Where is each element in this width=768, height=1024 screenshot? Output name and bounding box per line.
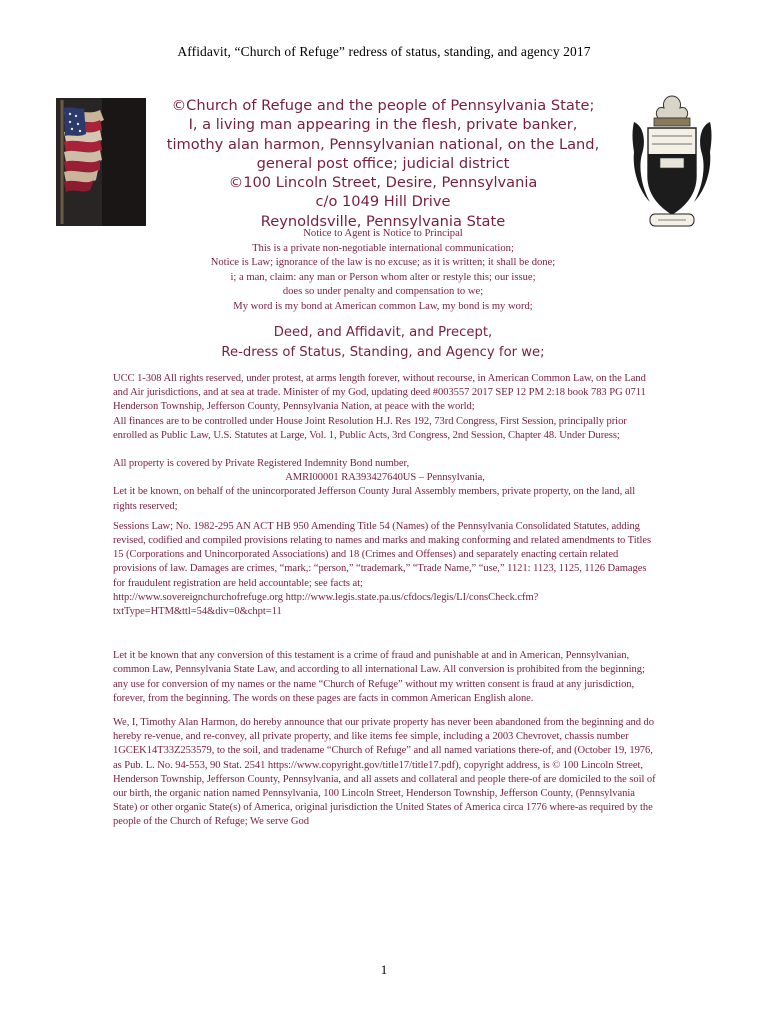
declaration-paragraph: We, I, Timothy Alan Harmon, do hereby announce that our private property has never been abandoned from the beginning and do hereby re-venue, and re-convey, all private property, and like items fee simple, including a 2003 Chevrovet, chassis number 1GCEK14T33Z253579, to the soil, and tradename “Church of Refuge” and all named variations there-of, and (October 19, 1976, as Pub. L. No. 94-553, 90 Stat. 2541 https://www.copyright.gov/title17/title17.pdf), copyright address, is © 100 Lincoln Street, Henderson Township, Jefferson County, Pennsylvania, and all assets and collateral and people there-of are domiciled to the soil of our birth, the organic nation named Pennsylvania, 100 Lincoln Street, Henderson Township, Jefferson County, (Pennsylvania State) or other organic State(s) of America, original jurisdiction the United States of America circa 1776 where-as required by the people of the Church of Refuge; We serve God (113, 717, 656, 828)
deed-line: Deed, and Affidavit, and Precept, (273, 325, 493, 340)
known-paragraph: Let it be known, on behalf of the unincorporated Jefferson County Jural Assembly members, private property, on the land, all rights reserved; (113, 486, 636, 512)
document-body (113, 372, 657, 830)
header-line: c/o 1049 Hill Drive (315, 193, 451, 211)
notice-line: This is a private non-negotiable international communication; (252, 242, 514, 254)
sessions-law-paragraph: Sessions Law; No. 1982-295 AN ACT HB 950 Amending Title 54 (Names) of the Pennsylvania Consolidated Statutes, adding revised, codified and compiled provisions relating to names and marks and making conforming and related amendments to Titles 15 (Corporations and Unincorporated Associations) and 18 (Crimes and Offenses) and separately enacting certain related provisions of law. Damages are crimes, “mark,: “person,” “trademark,” “Trade Name,” “use,” 1121: 1123, 1125, 1126 Damages for fraudulent registration are held accountable; see facts at; (113, 520, 652, 589)
header-line: I, a living man appearing in the flesh, private banker, (188, 116, 578, 134)
coat-of-arms-crest (630, 92, 714, 234)
notice-line: Notice is Law; ignorance of the law is no excuse; as it is written; it shall be done; (210, 257, 556, 269)
header-address-block (150, 96, 616, 231)
notice-line: My word is my bond at American common Law, my bond is my word; (233, 300, 533, 312)
deed-line: Re-dress of Status, Standing, and Agency for we; (221, 344, 545, 360)
conversion-paragraph: Let it be known that any conversion of this testament is a crime of fraud and punishable at and in American, Pennsylvanian, common Law, Pennsylvania State Law, and according to all international Law. All conversion is prohibited from the beginning; any use for conversion of my names or the name “Church of Refuge” without my written consent is fraud at any jurisdiction, forever, from the beginning. The words on these pages are facts in common American English alone. (113, 650, 645, 704)
page-number: 1 (380, 962, 388, 977)
document-title: Affidavit, “Church of Refuge” redress of status, standing, and agency 2017 (177, 44, 591, 59)
american-flag-image (56, 98, 146, 226)
bond-number: AMRI00001 RA393427640US – Pennsylvania, (285, 472, 485, 484)
header-line: timothy alan harmon, Pennsylvanian national, on the Land, (166, 135, 600, 153)
ucc-paragraph: UCC 1-308 All rights reserved, under protest, at arms length forever, without recourse, in American Common Law, on the Land and Air jurisdictions, and at sea at trade. Minister of my God, updating deed #003557 2017 SEP 12 PM 2:18 book 783 PG 0711 Henderson Township, Jefferson County, Pennsylvania Nation, at peace with the world; (113, 373, 646, 413)
header-line: ©Church of Refuge and the people of Pennsylvania State; (171, 97, 595, 114)
header-line: Reynoldsville, Pennsylvania State (260, 212, 506, 230)
deed-heading (150, 323, 616, 362)
reference-urls: http://www.sovereignchurchofrefuge.org http://www.legis.state.pa.us/cfdocs/legis/LI/consCheck.cfm?txtType=HTM&ttl=54&div=0&chpt=11 (113, 591, 539, 618)
notice-line: does so under penalty and compensation to we; (282, 286, 484, 298)
header-line: ©100 Lincoln Street, Desire, Pennsylvania (228, 174, 538, 192)
finances-paragraph: All finances are to be controlled under House Joint Resolution H.J. Res 192, 73rd Congress, First Session, principally prior enrolled as Public Law, U.S. Statutes at Large, Vol. 1, Public Acts, 3rd Congress, 2nd Session, Chapter 48. Under Duress; (113, 415, 627, 441)
notice-line: Notice to Agent is Notice to Principal (303, 228, 463, 239)
header-line: general post office; judicial district (256, 154, 510, 172)
notice-line: i; a man, claim: any man or Person whom alter or restyle this; our issue; (230, 271, 536, 283)
property-paragraph: All property is covered by Private Registered Indemnity Bond number, (113, 458, 410, 470)
notice-block (150, 227, 616, 315)
